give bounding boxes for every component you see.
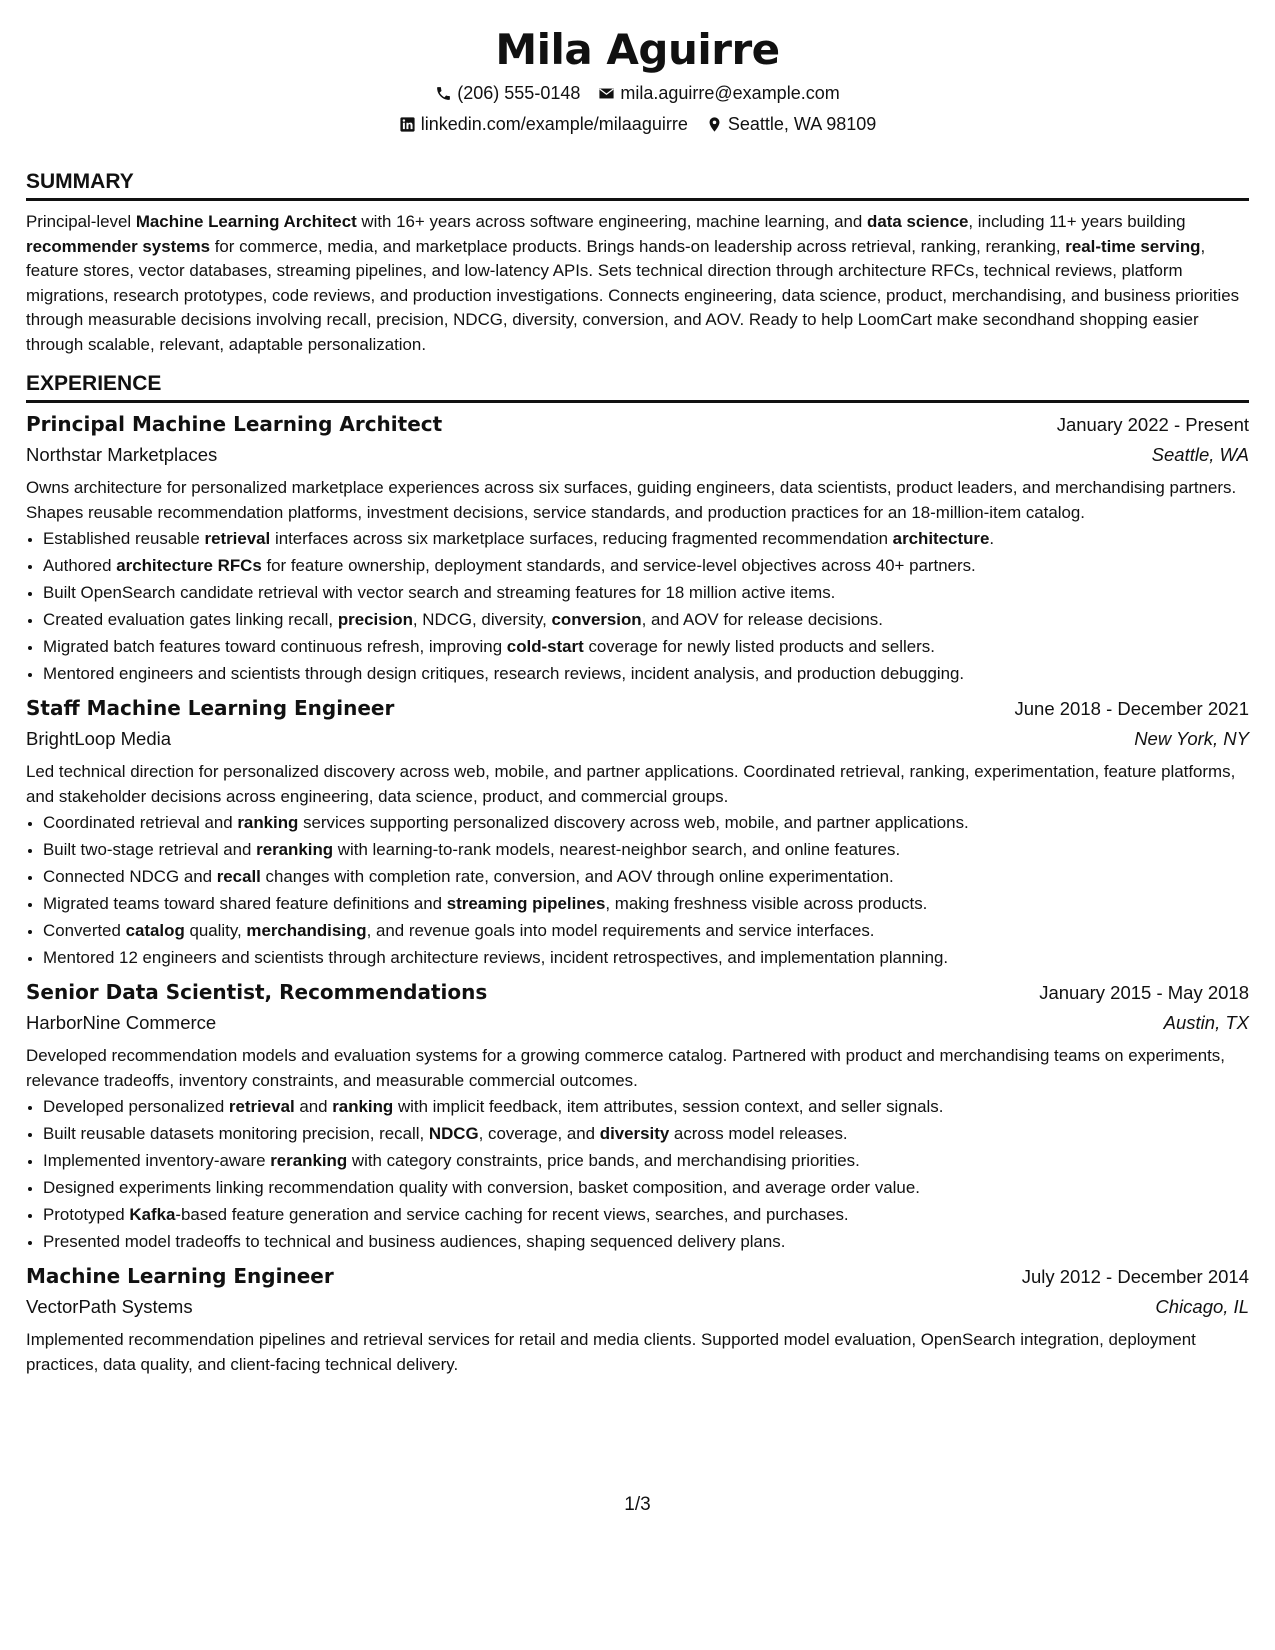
summary-heading: SUMMARY [26, 169, 1249, 201]
resume-page [26, 0, 1249, 1650]
location-contact [706, 111, 876, 137]
emphasis: Kafka [129, 1205, 176, 1224]
emphasis: streaming pipelines [446, 894, 606, 913]
company-name: HarborNine Commerce [26, 1012, 217, 1033]
job-company-row [26, 1008, 1249, 1038]
bullet-item: • Prototyped Kafka-based feature generation and service caching for recent views, searches, and purchases. [43, 1201, 1249, 1228]
job-title: Machine Learning Engineer [26, 1264, 334, 1288]
job-summary: Implemented recommendation pipelines and retrieval services for retail and media clients. Supported model evaluation, OpenSearch integration, deployment practices, data quality, and client-facing technical delivery. [26, 1330, 1196, 1374]
job-company-row [26, 724, 1249, 754]
email-link[interactable]: mila.aguirre@example.com [620, 83, 840, 103]
bullet-item: • Converted catalog quality, merchandising, and revenue goals into model requirements and service interfaces. [43, 917, 1249, 944]
company-name: BrightLoop Media [26, 728, 172, 749]
job-title-row [26, 1261, 1249, 1292]
emphasis: reranking [256, 840, 334, 859]
emphasis: ranking [237, 813, 299, 832]
linkedin-icon [399, 116, 416, 133]
summary-text: Principal-level Machine Learning Architect with 16+ years across software engineering, machine learning, and data science, including 11+ years building recommender systems for commerce, media, and marketplace products. Brings hands-on leadership across retrieval, ranking, reranking, real-time serving, feature stores, vector databases, streaming pipelines, and low-latency APIs. Sets technical direction through architecture RFCs, technical reviews, platform migrations, research prototypes, code reviews, and production investigations. Connects engineering, data science, product, merchandising, and business priorities through measurable decisions involving recall, precision, NDCG, diversity, conversion, and AOV. Ready to help LoomCart make secondhand shopping easier through scalable, relevant, adaptable personalization. [26, 212, 1240, 354]
job-dates: January 2022 - Present [1056, 414, 1249, 435]
bullet-item: • Migrated teams toward shared feature definitions and streaming pipelines, making freshness visible across products. [43, 890, 1249, 917]
job-location: Chicago, IL [1155, 1296, 1249, 1317]
bullet-item: • Presented model tradeoffs to technical and business audiences, shaping sequenced delivery plans. [43, 1228, 1249, 1255]
envelope-icon [598, 85, 615, 102]
emphasis: conversion [551, 610, 642, 629]
emphasis: merchandising [246, 921, 367, 940]
emphasis: catalog [125, 921, 185, 940]
company-name: Northstar Marketplaces [26, 444, 218, 465]
bullet-item: • Designed experiments linking recommendation quality with conversion, basket composition, and average order value. [43, 1174, 1249, 1201]
emphasis: retrieval [204, 529, 271, 548]
bullet-item: • Migrated batch features toward continuous refresh, improving cold-start coverage for newly listed products and sellers. [43, 633, 1249, 660]
emphasis: precision [337, 610, 413, 629]
job-entry [26, 1261, 1249, 1377]
job-dates: July 2012 - December 2014 [1021, 1266, 1249, 1287]
emphasis: reranking [270, 1151, 348, 1170]
phone-contact [435, 80, 580, 106]
page-indicator: 1/3 [624, 1494, 651, 1515]
bullet-item: • Built OpenSearch candidate retrieval with vector search and streaming features for 18 million active items. [43, 579, 1249, 606]
contact-line-primary [26, 80, 1249, 106]
job-title: Staff Machine Learning Engineer [26, 696, 395, 720]
job-entry [26, 977, 1249, 1255]
candidate-name: Mila Aguirre [495, 25, 780, 74]
bullet-item: • Authored architecture RFCs for feature ownership, deployment standards, and service-level objectives across 40+ partners. [43, 552, 1249, 579]
map-marker-icon [706, 116, 723, 133]
job-dates: January 2015 - May 2018 [1039, 982, 1249, 1003]
emphasis: retrieval [228, 1097, 295, 1116]
job-title-row [26, 977, 1249, 1008]
bullet-item: • Created evaluation gates linking recall, precision, NDCG, diversity, conversion, and AOV for release decisions. [43, 606, 1249, 633]
emphasis: diversity [599, 1124, 670, 1143]
emphasis: ranking [332, 1097, 394, 1116]
bullet-item: • Coordinated retrieval and ranking services supporting personalized discovery across web, mobile, and partner applications. [43, 809, 1249, 836]
job-bullets [26, 1093, 1249, 1255]
job-title: Principal Machine Learning Architect [26, 412, 443, 436]
emphasis: data science [867, 212, 969, 231]
emphasis: cold-start [506, 637, 584, 656]
phone-icon [435, 85, 452, 102]
job-entry [26, 409, 1249, 687]
phone-number: (206) 555-0148 [457, 83, 581, 103]
job-dates: June 2018 - December 2021 [1014, 698, 1249, 719]
job-title-row [26, 693, 1249, 724]
job-company-row [26, 440, 1249, 470]
job-location: New York, NY [1134, 728, 1249, 749]
emphasis: recall [216, 867, 261, 886]
job-location: Seattle, WA [1151, 444, 1249, 465]
bullet-item: • Established reusable retrieval interfaces across six marketplace surfaces, reducing fragmented recommendation architecture. [43, 525, 1249, 552]
emphasis: real-time serving [1065, 236, 1201, 256]
job-title-row [26, 409, 1249, 440]
emphasis: NDCG [428, 1124, 479, 1143]
experience-heading: EXPERIENCE [26, 371, 1249, 403]
location-text: Seattle, WA 98109 [727, 114, 877, 134]
job-location: Austin, TX [1163, 1012, 1249, 1033]
bullet-item: • Developed personalized retrieval and ranking with implicit feedback, item attributes, session context, and seller signals. [43, 1093, 1249, 1120]
emphasis: architecture RFCs [116, 556, 262, 575]
job-summary: Owns architecture for personalized marketplace experiences across six surfaces, guiding engineers, data scientists, product leaders, and merchandising partners. Shapes reusable recommendation platforms, investment decisions, service standards, and production practices for an 18-million-item catalog. [26, 478, 1237, 522]
job-bullets [26, 809, 1249, 971]
email-contact [598, 80, 839, 106]
job-title: Senior Data Scientist, Recommendations [26, 980, 488, 1004]
job-company-row [26, 1292, 1249, 1322]
job-summary: Led technical direction for personalized discovery across web, mobile, and partner applications. Coordinated retrieval, ranking, experimentation, feature platforms, and stakeholder decisions across engineering, data science, product, and commercial groups. [26, 762, 1236, 806]
contact-line-secondary [26, 111, 1249, 137]
experience-list [26, 409, 1249, 1377]
bullet-item: • Built reusable datasets monitoring precision, recall, NDCG, coverage, and diversity across model releases. [43, 1120, 1249, 1147]
linkedin-link[interactable]: linkedin.com/example/milaaguirre [420, 114, 688, 134]
job-entry [26, 693, 1249, 971]
emphasis: Machine Learning Architect [135, 212, 357, 231]
emphasis: architecture [892, 529, 990, 548]
emphasis: recommender systems [26, 236, 211, 256]
bullet-item: • Mentored engineers and scientists through design critiques, research reviews, incident analysis, and production debugging. [43, 660, 1249, 687]
job-bullets [26, 525, 1249, 687]
bullet-item: • Connected NDCG and recall changes with completion rate, conversion, and AOV through online experimentation. [43, 863, 1249, 890]
linkedin-contact [399, 111, 688, 137]
bullet-item: • Built two-stage retrieval and reranking with learning-to-rank models, nearest-neighbor search, and online features. [43, 836, 1249, 863]
bullet-item: • Implemented inventory-aware reranking with category constraints, price bands, and merchandising priorities. [43, 1147, 1249, 1174]
job-summary: Developed recommendation models and evaluation systems for a growing commerce catalog. Partnered with product and merchandising teams on experiments, relevance tradeoffs, inventory constraints, and measurable commercial outcomes. [26, 1046, 1225, 1090]
bullet-item: • Mentored 12 engineers and scientists through architecture reviews, incident retrospectives, and implementation planning. [43, 944, 1249, 971]
company-name: VectorPath Systems [26, 1296, 193, 1317]
